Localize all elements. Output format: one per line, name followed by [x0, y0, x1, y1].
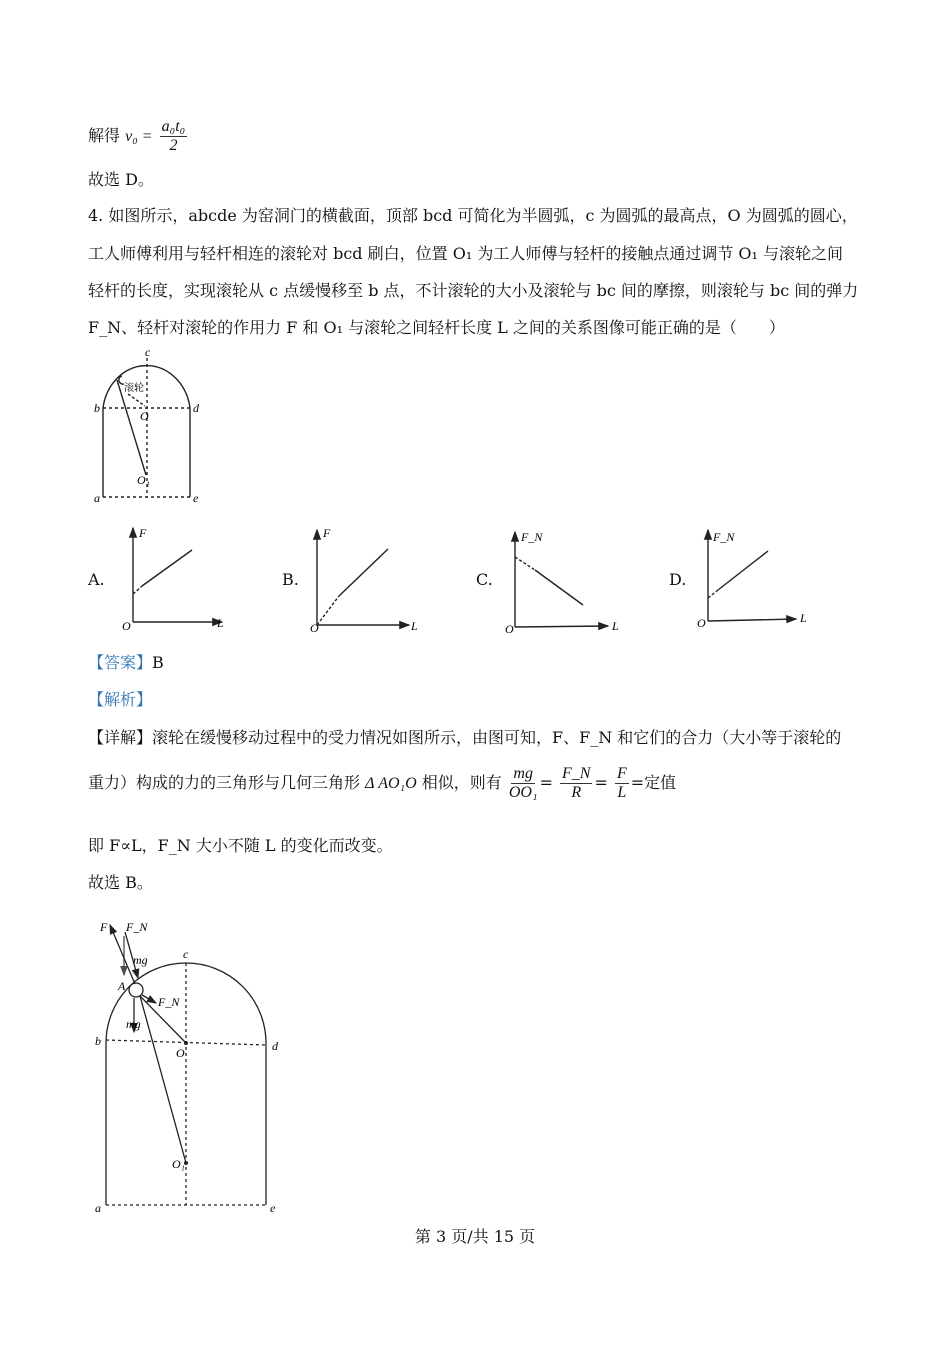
origin-label: O: [697, 616, 706, 630]
detail-tag: 【详解】: [88, 728, 153, 747]
label-O: O: [140, 409, 149, 423]
label-e: e: [270, 1201, 276, 1215]
axis-y-label: F: [139, 526, 147, 540]
label-e: e: [193, 491, 199, 505]
text: 解得: [88, 126, 121, 145]
numerator: a₀t₀: [161, 118, 186, 135]
axis-x-label: L: [217, 616, 224, 630]
question-line: 工人师傅利用与轻杆相连的滚轮对 bcd 刷白，位置 O₁ 为工人师傅与轻杆的接触点通过调节 O₁ 与滚轮之间: [88, 244, 844, 263]
triangle: Δ AO₁O: [365, 775, 417, 792]
option-c-label: C.: [476, 570, 493, 589]
label-a: a: [94, 491, 100, 505]
label-a: a: [95, 1201, 101, 1215]
text: 滚轮在缓慢移动过程中的受力情况如图所示，由图可知，F、F_N 和它们的合力（大小等于滚轮的: [152, 728, 842, 747]
analysis-tag: 【解析】: [88, 690, 153, 709]
label-F: F: [100, 920, 108, 934]
label-mg2: mg: [126, 1017, 141, 1031]
label-FN2: F_N: [158, 995, 180, 1009]
label-c: c: [145, 345, 151, 359]
detail-line: 重力）构成的力的三角形与几何三角形 Δ AO₁O 相似，则有 $\frac{mg}{\text{OO₁}}$ = $\frac{F\_N}{R}$ = $\frac{F}{L}$ =定值: [88, 765, 677, 801]
question-line: F_N、轻杆对滚轮的作用力 F 和 O₁ 与滚轮之间轻杆长度 L 之间的关系图像可能正确的是（ ）: [88, 318, 785, 337]
option-d-label: D.: [669, 570, 687, 589]
axis-x-label: L: [612, 619, 619, 633]
axis-y-label: F_N: [521, 530, 543, 544]
label-c: c: [183, 947, 189, 961]
answer-tag: 【答案】: [88, 653, 153, 672]
origin-label: O: [310, 621, 319, 635]
label-FN: F_N: [126, 920, 148, 934]
label-A: A: [118, 979, 126, 993]
option-a-label: A.: [88, 570, 105, 589]
label-b: b: [94, 401, 100, 415]
denominator: OO₁: [508, 784, 538, 801]
page-footer: 第 3 页/共 15 页: [414, 1227, 536, 1246]
question-line: 4. 如图所示，abcde 为窑洞门的横截面，顶部 bcd 可简化为半圆弧，c 为圆弧的最高点，O 为圆弧的圆心，: [88, 206, 858, 225]
label-O1: O₁: [137, 473, 150, 487]
detail-choice: 故选 B。: [88, 873, 153, 892]
axis-y-label: F: [323, 526, 331, 540]
numerator: F_N: [562, 765, 591, 782]
numerator: mg: [513, 765, 533, 782]
label-O1: O₁: [172, 1157, 185, 1171]
label-d: d: [272, 1039, 278, 1053]
detail-line: 即 F∝L，F_N 大小不随 L 的变化而改变。: [88, 836, 393, 855]
answer-value: B: [152, 653, 164, 672]
axis-x-label: L: [800, 611, 807, 625]
text: 相似，则有: [421, 773, 502, 792]
text: 重力）构成的力的三角形与几何三角形: [88, 773, 361, 792]
option-b-label: B.: [282, 570, 299, 589]
denominator: 2: [169, 137, 178, 154]
axis-y-label: F_N: [713, 530, 735, 544]
denominator: R: [571, 784, 582, 801]
question-line: 轻杆的长度，实现滚轮从 c 点缓慢移至 b 点，不计滚轮的大小及滚轮与 bc 间的摩擦，则滚轮与 bc 间的弹力: [88, 281, 859, 300]
formula-lhs: v₀ =: [125, 128, 153, 145]
prev-choice: 故选 D。: [88, 170, 154, 189]
text: =定值: [630, 773, 677, 792]
origin-label: O: [505, 622, 514, 636]
denominator: L: [617, 784, 627, 801]
label-O: O: [176, 1046, 185, 1060]
axis-x-label: L: [411, 619, 418, 633]
label-mg: mg: [133, 953, 148, 967]
label-b: b: [95, 1034, 101, 1048]
label-d: d: [193, 401, 199, 415]
numerator: F: [616, 765, 627, 782]
origin-label: O: [122, 619, 131, 633]
label-roller: 滚轮: [124, 383, 144, 394]
